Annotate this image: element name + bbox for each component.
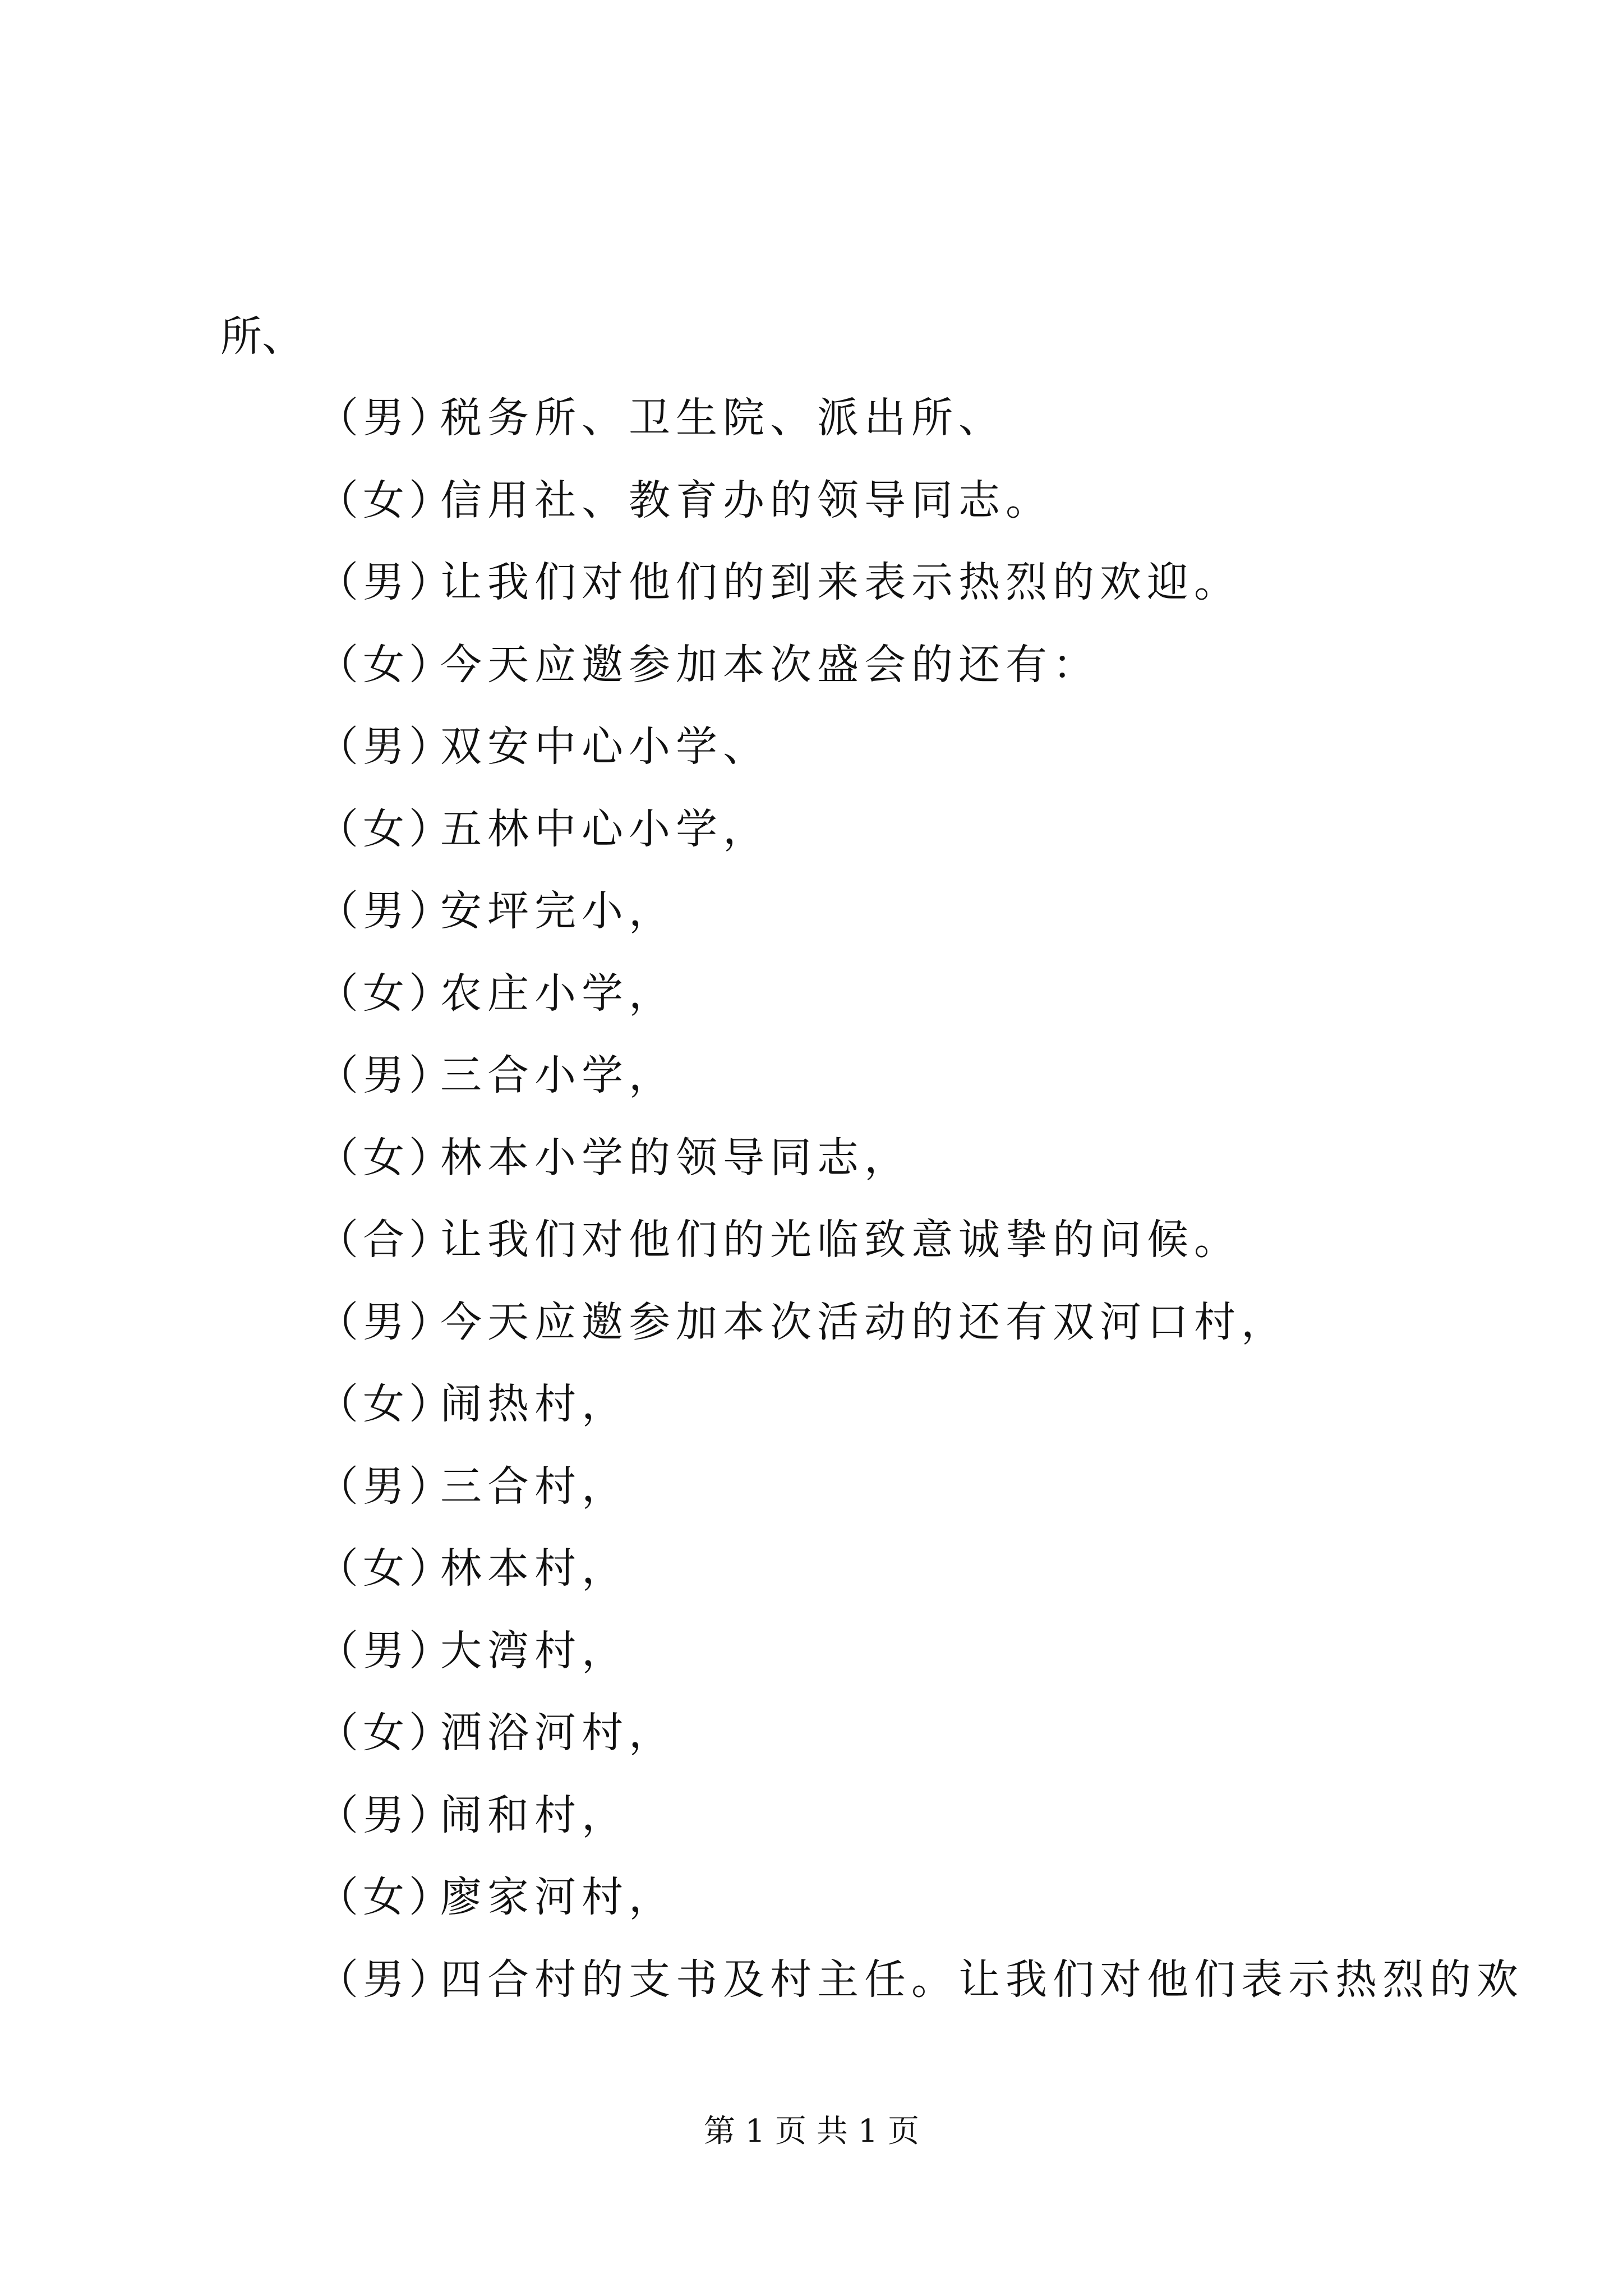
line-text: 今天应邀参加本次盛会的还有： bbox=[440, 640, 1100, 689]
speaker-label: （男） bbox=[317, 1462, 455, 1511]
line-text: 五林中心小学， bbox=[440, 804, 770, 853]
speaker-label: （女） bbox=[317, 804, 455, 853]
script-line bbox=[317, 390, 1551, 472]
line-text: 三合小学， bbox=[440, 1051, 676, 1099]
script-line bbox=[317, 1705, 1551, 1787]
script-line bbox=[317, 637, 1551, 719]
speaker-label: （女） bbox=[317, 969, 455, 1018]
line-text: 让我们对他们的到来表示热烈的欢迎。 bbox=[440, 558, 1241, 606]
script-line bbox=[317, 801, 1551, 884]
script-line bbox=[317, 965, 1551, 1048]
line-text: 洒浴河村， bbox=[440, 1709, 676, 1757]
speaker-label: （女） bbox=[317, 1544, 455, 1593]
script-line bbox=[317, 1623, 1551, 1705]
speaker-label: （男） bbox=[317, 558, 455, 606]
script-line bbox=[317, 1212, 1551, 1294]
line-text: 三合村， bbox=[440, 1462, 629, 1511]
speaker-label: （女） bbox=[317, 1709, 455, 1757]
speaker-label: （男） bbox=[317, 1051, 455, 1099]
script-line bbox=[317, 1294, 1551, 1377]
speaker-label: （男） bbox=[317, 1955, 455, 2004]
line-text: 大湾村， bbox=[440, 1626, 629, 1675]
script-line bbox=[317, 1869, 1551, 1952]
script-line bbox=[317, 1376, 1551, 1458]
line-text: 让我们对他们的光临致意诚挚的问候。 bbox=[440, 1216, 1241, 1264]
line-text: 信用社、教育办的领导同志。 bbox=[440, 476, 1053, 524]
speaker-label: （合） bbox=[317, 1216, 455, 1264]
line-text: 闹热村， bbox=[440, 1380, 629, 1428]
speaker-label: （女） bbox=[317, 476, 455, 524]
script-line bbox=[317, 1952, 1551, 2034]
script-line bbox=[317, 472, 1551, 555]
speaker-label: （女） bbox=[317, 1873, 455, 1921]
speaker-label: （女） bbox=[317, 1380, 455, 1428]
script-line bbox=[317, 1787, 1551, 1870]
script-line bbox=[317, 1458, 1551, 1541]
line-text: 闹和村， bbox=[440, 1791, 629, 1839]
script-line bbox=[317, 883, 1551, 965]
script-line bbox=[317, 1047, 1551, 1130]
line-text: 税务所、卫生院、派出所、 bbox=[440, 394, 1006, 442]
line-text: 双安中心小学、 bbox=[440, 723, 770, 771]
speaker-label: （男） bbox=[317, 394, 455, 442]
speaker-label: （男） bbox=[317, 1626, 455, 1675]
script-line bbox=[317, 554, 1551, 637]
line-text: 林本村， bbox=[440, 1544, 629, 1593]
line-text: 农庄小学， bbox=[440, 969, 676, 1018]
line-text: 安坪完小， bbox=[440, 887, 676, 935]
script-line bbox=[317, 1130, 1551, 1212]
speaker-label: （男） bbox=[317, 887, 455, 935]
speaker-label: （男） bbox=[317, 723, 455, 771]
line-text: 四合村的支书及村主任。让我们对他们表示热烈的欢 bbox=[440, 1955, 1524, 2004]
continuation-line: 所、 bbox=[220, 312, 303, 361]
speaker-label: （女） bbox=[317, 1133, 455, 1182]
script-line bbox=[317, 1540, 1551, 1623]
line-text: 今天应邀参加本次活动的还有双河口村， bbox=[440, 1297, 1288, 1346]
speaker-label: （男） bbox=[317, 1297, 455, 1346]
line-text: 林本小学的领导同志， bbox=[440, 1133, 911, 1182]
line-text: 廖家河村， bbox=[440, 1873, 676, 1921]
script-line bbox=[317, 719, 1551, 801]
page-number-footer: 第 1 页 共 1 页 bbox=[703, 2113, 920, 2150]
script-lines bbox=[317, 390, 1551, 2033]
speaker-label: （女） bbox=[317, 640, 455, 689]
speaker-label: （男） bbox=[317, 1791, 455, 1839]
